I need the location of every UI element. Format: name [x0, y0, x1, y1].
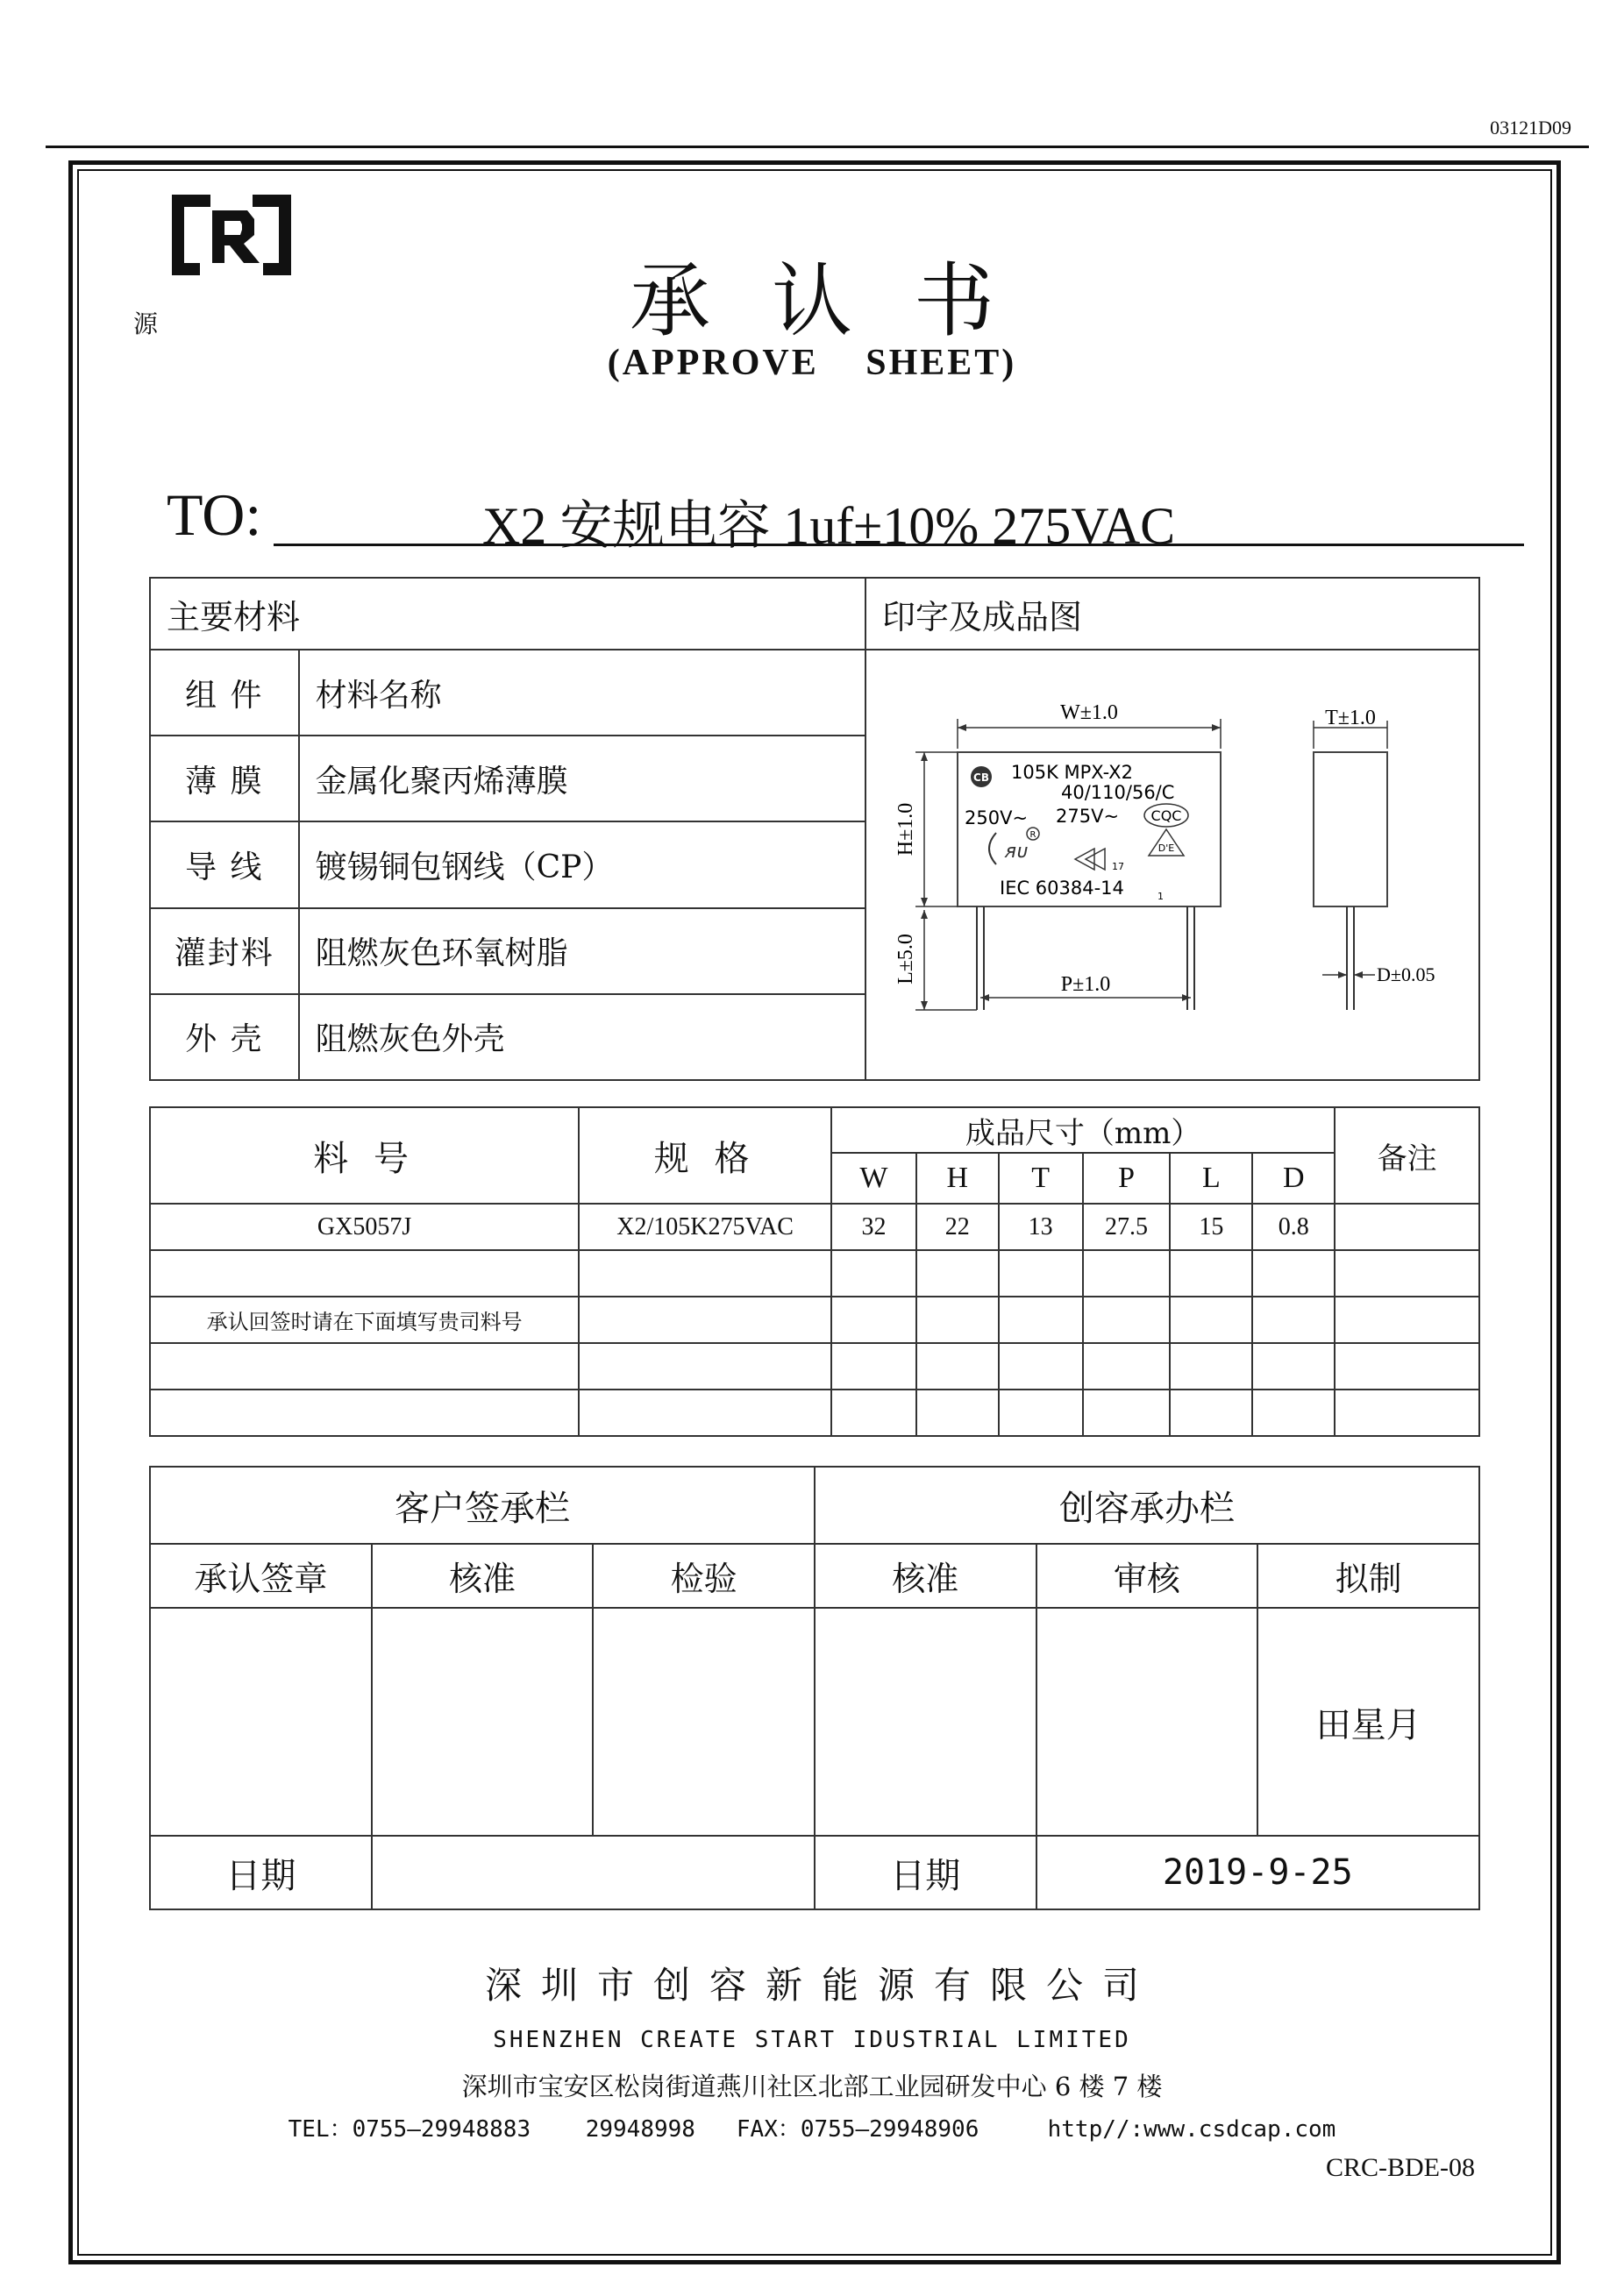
- company-approve-field[interactable]: [815, 1608, 1036, 1836]
- dim-header: H: [916, 1153, 999, 1204]
- customer-approve-label: 核准: [372, 1544, 594, 1608]
- dim-header: P: [1083, 1153, 1171, 1204]
- material-label: 外 壳: [150, 994, 299, 1080]
- company-address: 深圳市宝安区松岗街道燕川社区北部工业园研发中心 6 楼 7 楼: [461, 2072, 1163, 2101]
- approval-seal-field[interactable]: [150, 1608, 372, 1836]
- material-value: 金属化聚丙烯薄膜: [299, 736, 865, 821]
- company-name-cn: 深圳市创容新能源有限公司: [484, 1964, 1158, 2007]
- company-date-label: 日期: [815, 1836, 1036, 1909]
- dim-cell-d: 0.8: [1252, 1204, 1335, 1250]
- page-title: 承认书: [629, 254, 1056, 348]
- part-number-cell: GX5057J: [150, 1204, 579, 1250]
- vde-text: D'E: [1157, 842, 1175, 854]
- h-label: H±1.0: [894, 802, 917, 857]
- material-value: 镀锡铜包钢线（CP）: [299, 821, 865, 907]
- company-signature-header: 创容承办栏: [815, 1467, 1479, 1544]
- marking-line-2: 40/110/56/C: [1061, 782, 1175, 803]
- material-value: 材料名称: [299, 650, 865, 736]
- spec-table: [149, 1106, 1480, 1437]
- note-cell: [1335, 1204, 1479, 1250]
- dim-cell-w: 32: [831, 1204, 916, 1250]
- drawing-header: 印字及成品图: [865, 578, 1479, 650]
- t-label: T±1.0: [1325, 707, 1376, 729]
- review-label: 审核: [1036, 1544, 1258, 1608]
- drafter-label: 拟制: [1257, 1544, 1479, 1608]
- dim-cell-t: 13: [999, 1204, 1083, 1250]
- review-field[interactable]: [1036, 1608, 1258, 1836]
- dimensions-header: 成品尺寸（mm）: [831, 1107, 1335, 1153]
- spec-cell: X2/105K275VAC: [579, 1204, 831, 1250]
- marking-line-3: 250V~: [965, 807, 1029, 828]
- company-approve-label: 核准: [815, 1544, 1036, 1608]
- inspection-label: 检验: [593, 1544, 815, 1608]
- marking-1: 1: [1157, 891, 1164, 902]
- product-description: X2 安规电容 1uf±10% 275VAC: [482, 497, 1176, 555]
- part-number-header: 料 号: [150, 1107, 579, 1204]
- to-label: TO:: [167, 481, 262, 548]
- material-value: 阻燃灰色环氧树脂: [299, 908, 865, 994]
- customer-signature-header: 客户签承栏: [150, 1467, 815, 1544]
- top-rule: [46, 146, 1589, 148]
- document-code: 03121D09: [1490, 117, 1571, 139]
- customer-approve-field[interactable]: [372, 1608, 594, 1836]
- dim-header: T: [999, 1153, 1083, 1204]
- material-label: 导 线: [150, 821, 299, 907]
- product-drawing: [866, 650, 1478, 1076]
- p-label: P±1.0: [1060, 973, 1111, 996]
- marking-line-4: 275V~: [1056, 806, 1120, 827]
- form-code: CRC-BDE-08: [1325, 2153, 1475, 2182]
- marking-line-1: 105K MPX-X2: [1011, 762, 1133, 783]
- marking-17: 17: [1112, 861, 1124, 872]
- material-value: 阻燃灰色外壳: [299, 994, 865, 1080]
- cqc-text: CQC: [1150, 807, 1182, 824]
- table-row: [150, 1343, 1479, 1390]
- dim-cell-p: 27.5: [1083, 1204, 1171, 1250]
- company-date-value: 2019-9-25: [1036, 1836, 1479, 1909]
- page-subtitle: (APPROVE SHEET): [607, 343, 1017, 383]
- table-row: [150, 1390, 1479, 1436]
- l-label: L±5.0: [894, 934, 917, 985]
- svg-text:ᴙᴜ: ᴙᴜ: [1005, 841, 1028, 863]
- dim-header: L: [1170, 1153, 1252, 1204]
- material-label: 灌封料: [150, 908, 299, 994]
- customer-date-label: 日期: [150, 1836, 372, 1909]
- approval-seal-label: 承认签章: [150, 1544, 372, 1608]
- dim-cell-h: 22: [916, 1204, 999, 1250]
- customer-date-field[interactable]: [372, 1836, 815, 1909]
- drafter-name: 田星月: [1257, 1608, 1479, 1836]
- logo-character: 源: [133, 309, 159, 338]
- product-drawing-cell: [865, 650, 1479, 1080]
- materials-table: [149, 577, 1480, 1081]
- dim-header: W: [831, 1153, 916, 1204]
- material-label: 组 件: [150, 650, 299, 736]
- dim-cell-l: 15: [1170, 1204, 1252, 1250]
- d-label: D±0.05: [1377, 963, 1435, 985]
- customer-part-notice: 承认回签时请在下面填写贵司料号: [150, 1297, 579, 1343]
- to-line: [167, 480, 1524, 555]
- signature-table: [149, 1466, 1480, 1910]
- inspection-field[interactable]: [593, 1608, 815, 1836]
- note-header: 备注: [1335, 1107, 1479, 1204]
- table-row: [150, 1204, 1479, 1250]
- svg-text:CB: CB: [973, 771, 989, 784]
- company-contact: TEL：0755—29948883 29948998 FAX：0755—29948906 http//:www.csdcap.com: [288, 2116, 1336, 2143]
- materials-header: 主要材料: [150, 578, 865, 650]
- material-label: 薄 膜: [150, 736, 299, 821]
- spec-header: 规 格: [579, 1107, 831, 1204]
- dim-header: D: [1252, 1153, 1335, 1204]
- table-row: [150, 1250, 1479, 1297]
- company-name-en: SHENZHEN CREATE START IDUSTRIAL LIMITED: [493, 2027, 1131, 2053]
- svg-text:R: R: [1029, 830, 1036, 840]
- marking-line-5: IEC 60384-14: [1000, 878, 1124, 899]
- w-label: W±1.0: [1060, 701, 1118, 724]
- table-row: [150, 1297, 1479, 1343]
- capacitor-side-view: [1314, 752, 1387, 906]
